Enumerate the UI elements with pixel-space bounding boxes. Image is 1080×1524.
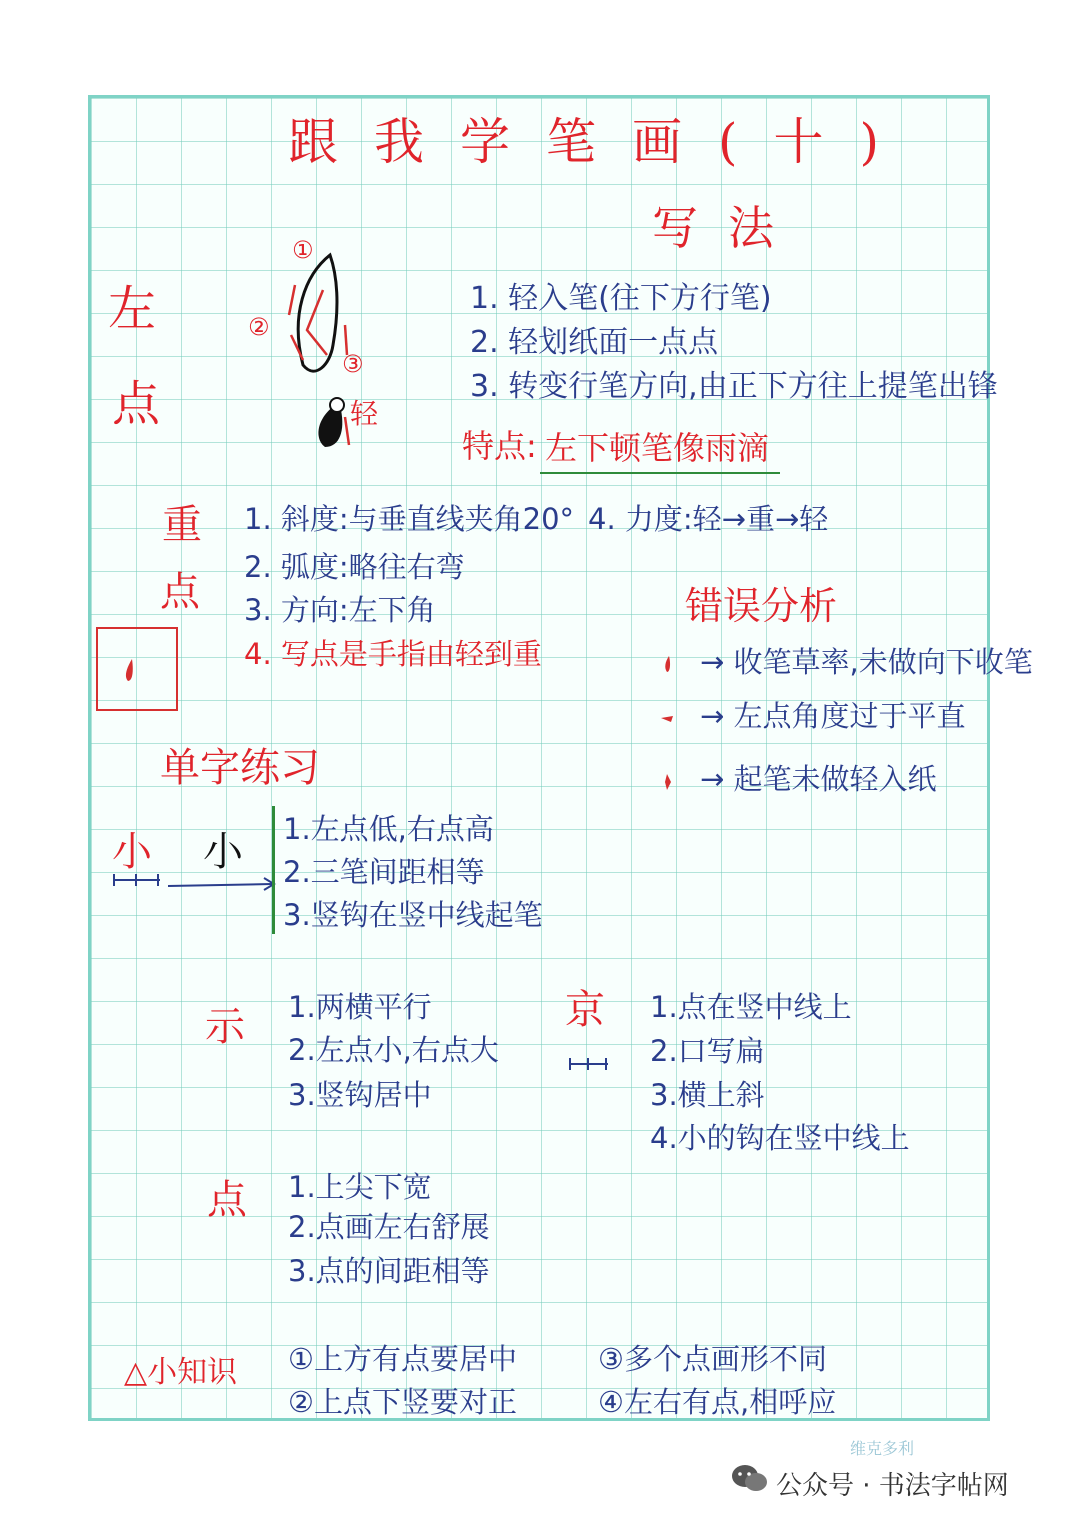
step-3: 3. 转变行笔方向,由正下方往上提笔出锋 — [470, 369, 998, 404]
practice-char-xiao-red: 小 — [112, 829, 152, 875]
dian-point-2: 2.点画左右舒展 — [288, 1210, 490, 1244]
xiao-spacing-marks — [112, 870, 282, 892]
sample-box — [96, 627, 178, 711]
error-3: → 起笔未做轻入纸 — [700, 762, 937, 796]
key-point-2: 2. 弧度:略往右弯 — [244, 550, 465, 584]
stroke-char-bottom: 点 — [112, 376, 161, 432]
feature-underline — [540, 472, 780, 474]
tips-label: △小知识 — [124, 1355, 238, 1390]
tip-4: ④左右有点,相呼应 — [598, 1385, 837, 1419]
page-title: 跟我学笔画(十) — [288, 113, 916, 171]
shi-point-3: 3.竖钩居中 — [288, 1078, 432, 1112]
xiao-bracket — [272, 806, 275, 934]
tip-3: ③多个点画形不同 — [598, 1342, 827, 1376]
practice-char-jing: 京 — [565, 987, 605, 1033]
feature-label: 特点: — [462, 427, 537, 465]
key-point-3: 3. 方向:左下角 — [244, 593, 436, 627]
key-point-force: 4. 力度:轻→重→轻 — [588, 502, 829, 536]
error-2: → 左点角度过于平直 — [700, 699, 966, 733]
errors-heading: 错误分析 — [685, 584, 838, 628]
dian-point-3: 3.点的间距相等 — [288, 1254, 490, 1288]
jing-point-2: 2.口写扁 — [650, 1034, 765, 1068]
error-1: → 收笔草率,未做向下收笔 — [700, 645, 1033, 679]
sample-stroke — [98, 629, 178, 709]
diagram-light-label: 轻 — [350, 397, 379, 430]
stroke-char-top: 左 — [108, 281, 157, 337]
step-2: 2. 轻划纸面一点点 — [470, 325, 719, 360]
watermark: 维克多利 — [850, 1439, 915, 1458]
tip-1: ①上方有点要居中 — [288, 1342, 517, 1376]
shi-point-1: 1.两横平行 — [288, 990, 432, 1024]
key-char-top: 重 — [162, 502, 202, 548]
diagram-number-2: ② — [248, 313, 270, 341]
practice-char-xiao: 小 — [203, 829, 243, 875]
practice-heading: 单字练习 — [160, 745, 320, 791]
diagram-number-1: ① — [292, 236, 314, 264]
feature-text: 左下顿笔像雨滴 — [545, 429, 770, 467]
wechat-icon — [730, 1462, 770, 1494]
jing-point-4: 4.小的钩在竖中线上 — [650, 1121, 910, 1155]
diagram-number-3: ③ — [342, 350, 364, 378]
footer-source: 公众号 · 书法字帖网 — [776, 1471, 1009, 1501]
shi-point-2: 2.左点小,右点大 — [288, 1033, 499, 1067]
writing-heading: 写法 — [652, 201, 804, 255]
key-point-1: 1. 斜度:与垂直线夹角20° — [244, 502, 575, 536]
tip-2: ②上点下竖要对正 — [288, 1385, 517, 1419]
jing-point-3: 3.横上斜 — [650, 1078, 765, 1112]
step-1: 1. 轻入笔(往下方行笔) — [470, 281, 772, 316]
jing-spacing-marks — [568, 1056, 612, 1072]
key-point-4: 4. 写点是手指由轻到重 — [244, 637, 542, 671]
xiao-point-2: 2.三笔间距相等 — [283, 855, 485, 889]
key-char-bottom: 点 — [160, 569, 200, 615]
xiao-point-1: 1.左点低,右点高 — [283, 812, 494, 846]
jing-point-1: 1.点在竖中线上 — [650, 990, 852, 1024]
practice-char-dian: 点 — [207, 1177, 247, 1223]
error-samples — [655, 650, 685, 800]
dian-point-1: 1.上尖下宽 — [288, 1170, 432, 1204]
xiao-point-3: 3.竖钩在竖中线起笔 — [283, 898, 543, 932]
practice-char-shi: 示 — [205, 1004, 245, 1050]
